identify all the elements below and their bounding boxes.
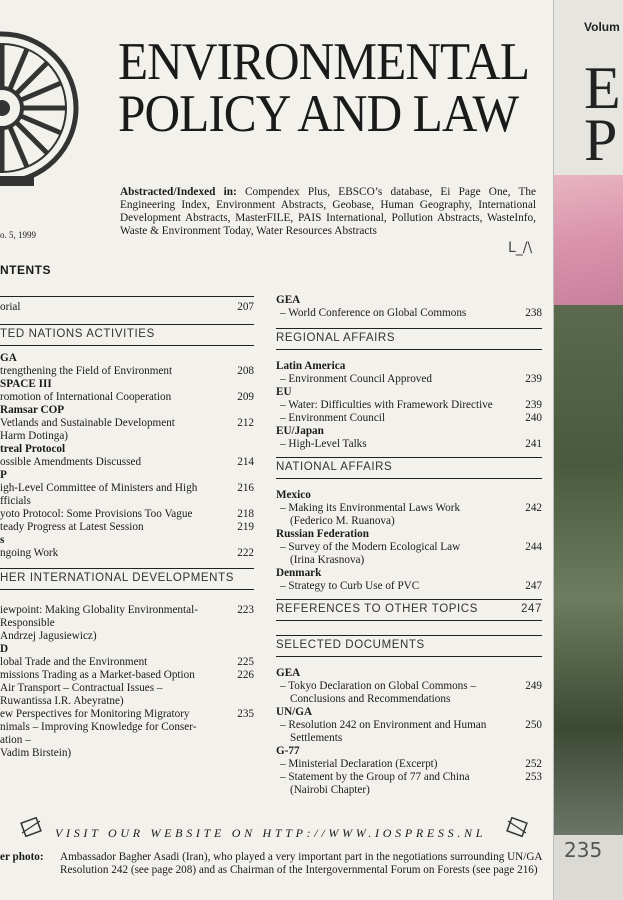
toc-heading: GEA	[276, 667, 301, 679]
toc-heading: Ramsar COP	[0, 404, 65, 416]
toc-row	[0, 682, 254, 695]
toc-page: 207	[237, 301, 254, 313]
left-column	[0, 296, 254, 760]
toc-title-text: Strategy to Curb Use of PVC	[288, 580, 420, 592]
toc-title-text: World Conference on Global Commons	[288, 307, 467, 319]
toc-row	[276, 554, 542, 567]
toc-page: 235	[237, 708, 254, 720]
toc-page: 226	[237, 669, 254, 681]
stamp-icon	[506, 817, 528, 837]
toc-row	[276, 580, 542, 593]
editorial-row	[0, 297, 254, 320]
toc-title: fficials	[0, 495, 31, 507]
toc-row	[0, 708, 254, 721]
toc-title: – Ministerial Declaration (Excerpt)	[280, 758, 438, 770]
handwritten-mark: L_/\	[508, 240, 533, 256]
toc-row	[0, 508, 254, 521]
toc-title: missions Trading as a Market-based Option	[0, 669, 195, 681]
toc-title: – Strategy to Curb Use of PVC	[280, 580, 420, 592]
toc-title-text: Resolution 242 on Environment and Human	[288, 719, 487, 731]
toc-title: – Statement by the Group of 77 and China	[280, 771, 470, 783]
toc-heading: Latin America	[276, 360, 346, 372]
toc-heading: GA	[0, 352, 17, 364]
selected-documents-list	[276, 663, 542, 797]
toc-heading: P	[0, 469, 7, 481]
national-affairs-list	[276, 485, 542, 593]
toc-row	[276, 412, 542, 425]
toc-title: (Federico M. Ruanova)	[290, 515, 395, 527]
abstracted-indexed	[120, 186, 536, 238]
wheel-logo-icon	[0, 28, 82, 188]
toc-row	[276, 771, 542, 784]
title-line-2: POLICY AND LAW	[118, 85, 519, 143]
toc-title-text: Environment Council Approved	[288, 373, 432, 385]
toc-title-text: Environment Council	[288, 412, 386, 424]
toc-row	[276, 693, 542, 706]
toc-title-text: Ministerial Declaration (Excerpt)	[288, 758, 438, 770]
pink-cover-band	[554, 175, 623, 305]
toc-row	[0, 617, 254, 630]
toc-page: 223	[237, 604, 254, 616]
toc-title: ngoing Work	[0, 547, 59, 559]
toc-page: 250	[525, 719, 542, 731]
toc-title-text: Statement by the Group of 77 and China	[288, 771, 470, 783]
toc-title: – Making its Environmental Laws Work	[280, 502, 461, 514]
toc-heading: Mexico	[276, 489, 311, 501]
issue-number: o. 5, 1999	[0, 230, 36, 240]
toc-title: (Nairobi Chapter)	[290, 784, 370, 796]
handwritten-page-number: 235	[564, 838, 603, 862]
stamp-icon	[20, 817, 42, 837]
title-line-1: ENVIRONMENTAL	[118, 33, 530, 91]
toc-page: 219	[237, 521, 254, 533]
toc-row	[276, 758, 542, 771]
toc-title-text: High-Level Talks	[288, 438, 367, 450]
section-references	[276, 599, 542, 621]
toc-title: – Water: Difficulties with Framework Directive	[280, 399, 493, 411]
toc-page: 239	[525, 373, 542, 385]
section-regional-affairs: REGIONAL AFFAIRS	[276, 328, 542, 350]
cover-label: er photo:	[0, 851, 44, 863]
abstracted-label: Abstracted/Indexed in:	[120, 186, 237, 198]
toc-title: lobal Trade and the Environment	[0, 656, 148, 668]
toc-page: 208	[237, 365, 254, 377]
toc-title: trengthening the Field of Environment	[0, 365, 173, 377]
other-developments-list	[0, 596, 254, 760]
toc-title: orial	[0, 301, 21, 313]
toc-title: Vadim Birstein)	[0, 747, 72, 759]
toc-title: – High-Level Talks	[280, 438, 367, 450]
toc-row	[276, 732, 542, 745]
toc-row	[276, 515, 542, 528]
toc-page: 239	[525, 399, 542, 411]
toc-row	[0, 365, 254, 378]
toc-row	[0, 734, 254, 747]
toc-title: Ruwantissa I.R. Abeyratne)	[0, 695, 124, 707]
toc-row	[0, 656, 254, 669]
toc-page: 216	[237, 482, 254, 494]
toc-heading: treal Protocol	[0, 443, 66, 455]
toc-title-text: Survey of the Modern Ecological Law	[288, 541, 461, 553]
section-national-affairs: NATIONAL AFFAIRS	[276, 457, 542, 479]
toc-title: Settlements	[290, 732, 343, 744]
toc-title: ation –	[0, 734, 31, 746]
toc-title: nimals – Improving Knowledge for Conser-	[0, 721, 197, 733]
toc-heading: G-77	[276, 745, 300, 757]
toc-heading: SPACE III	[0, 378, 52, 390]
cover-photo	[554, 305, 623, 835]
regional-affairs-list	[276, 356, 542, 451]
toc-row	[276, 502, 542, 515]
journal-title	[118, 33, 530, 143]
toc-row	[0, 495, 254, 508]
big-letter-p: P	[584, 107, 618, 173]
toc-row	[0, 669, 254, 682]
un-activities-list	[0, 352, 254, 560]
toc-row	[0, 521, 254, 534]
toc-page: 249	[525, 680, 542, 692]
toc-heading: EU	[276, 386, 292, 398]
toc-title: romotion of International Cooperation	[0, 391, 172, 403]
toc-title: iewpoint: Making Globality Environmental-	[0, 604, 198, 616]
next-page-edge	[553, 0, 623, 900]
toc-row	[276, 541, 542, 554]
toc-page: 222	[237, 547, 254, 559]
toc-page: 212	[237, 417, 254, 429]
toc-row	[0, 747, 254, 760]
toc-row	[276, 784, 542, 797]
toc-title: Harm Dotinga)	[0, 430, 69, 442]
toc-title: yoto Protocol: Some Provisions Too Vague	[0, 508, 193, 520]
toc-row	[0, 604, 254, 617]
toc-page: 209	[237, 391, 254, 403]
website-banner: VISIT OUR WEBSITE ON HTTP://WWW.IOSPRESS.NL	[55, 826, 487, 840]
toc-title-text: Tokyo Declaration on Global Commons –	[288, 680, 477, 692]
toc-title: Conclusions and Recommendations	[290, 693, 451, 705]
toc-heading: D	[0, 643, 9, 655]
toc-row	[0, 630, 254, 643]
section-un-activities: TED NATIONS ACTIVITIES	[0, 324, 254, 346]
toc-page: 253	[525, 771, 542, 783]
toc-title: Vetlands and Sustainable Development	[0, 417, 175, 429]
cover-text: Ambassador Bagher Asadi (Iran), who played a very important part in the negotiations surrounding UN/GA Resolution 242 (see page 208) and as Chairman of the Intergovernmental Forum on Forests (see page 216)	[60, 851, 542, 876]
toc-title: teady Progress at Latest Session	[0, 521, 144, 533]
toc-page: 247	[525, 580, 542, 592]
toc-title: – Environment Council	[280, 412, 386, 424]
toc-row	[276, 680, 542, 693]
toc-title: ossible Amendments Discussed	[0, 456, 142, 468]
section-selected-documents: SELECTED DOCUMENTS	[276, 635, 542, 657]
toc-page: 225	[237, 656, 254, 668]
toc-title: – World Conference on Global Commons	[280, 307, 467, 319]
toc-page: 244	[525, 541, 542, 553]
toc-title: – Environment Council Approved	[280, 373, 432, 385]
toc-row	[0, 547, 254, 560]
toc-title: – Resolution 242 on Environment and Human	[280, 719, 487, 731]
toc-title: – Survey of the Modern Ecological Law	[280, 541, 461, 553]
toc-row	[0, 721, 254, 734]
toc-page: 242	[525, 502, 542, 514]
volume-label: Volum	[584, 20, 620, 34]
toc-title: – Tokyo Declaration on Global Commons –	[280, 680, 477, 692]
toc-page: 240	[525, 412, 542, 424]
toc-heading: s	[0, 534, 5, 546]
toc-title-text: Water: Difficulties with Framework Directive	[288, 399, 493, 411]
toc-page: 252	[525, 758, 542, 770]
toc-title: Air Transport – Contractual Issues –	[0, 682, 163, 694]
toc-page: 218	[237, 508, 254, 520]
contents-heading: NTENTS	[0, 263, 51, 277]
big-letter-e: E	[584, 55, 621, 121]
toc-page: 214	[237, 456, 254, 468]
section-other-developments: HER INTERNATIONAL DEVELOPMENTS	[0, 568, 254, 590]
toc-row	[0, 456, 254, 469]
right-column	[276, 294, 542, 797]
toc-page: 238	[525, 307, 542, 319]
toc-title: Responsible	[0, 617, 55, 629]
toc-row	[276, 719, 542, 732]
toc-row	[276, 373, 542, 386]
toc-row	[276, 399, 542, 412]
toc-row	[0, 391, 254, 404]
toc-title: ew Perspectives for Monitoring Migratory	[0, 708, 190, 720]
toc-title: (Irina Krasnova)	[290, 554, 365, 566]
toc-page: 241	[525, 438, 542, 450]
toc-row	[0, 482, 254, 495]
toc-heading: Denmark	[276, 567, 322, 579]
toc-heading: EU/Japan	[276, 425, 324, 437]
toc-heading: Russian Federation	[276, 528, 369, 540]
toc-row	[0, 695, 254, 708]
toc-row	[0, 430, 254, 443]
toc-heading: UN/GA	[276, 706, 313, 718]
gea-head: GEA	[276, 294, 301, 306]
abstracted-text: Compendex Plus, EBSCO’s database, Ei Page One, The Engineering Index, Environment Abstracts, Geobase, Human Geography, International Development Abstracts, MasterFILE, PAIS International, Pollution Abstracts, WasteInfo, Waste & Environment Today, Water Resources Abstracts	[120, 186, 537, 237]
references-page: 247	[521, 603, 542, 615]
references-label: REFERENCES TO OTHER TOPICS	[276, 603, 478, 615]
toc-title-text: Making its Environmental Laws Work	[288, 502, 461, 514]
toc-row	[276, 307, 542, 320]
toc-row	[0, 417, 254, 430]
toc-title: Andrzej Jagusiewicz)	[0, 630, 97, 642]
toc-row	[276, 438, 542, 451]
toc-title: igh-Level Committee of Ministers and High	[0, 482, 198, 494]
